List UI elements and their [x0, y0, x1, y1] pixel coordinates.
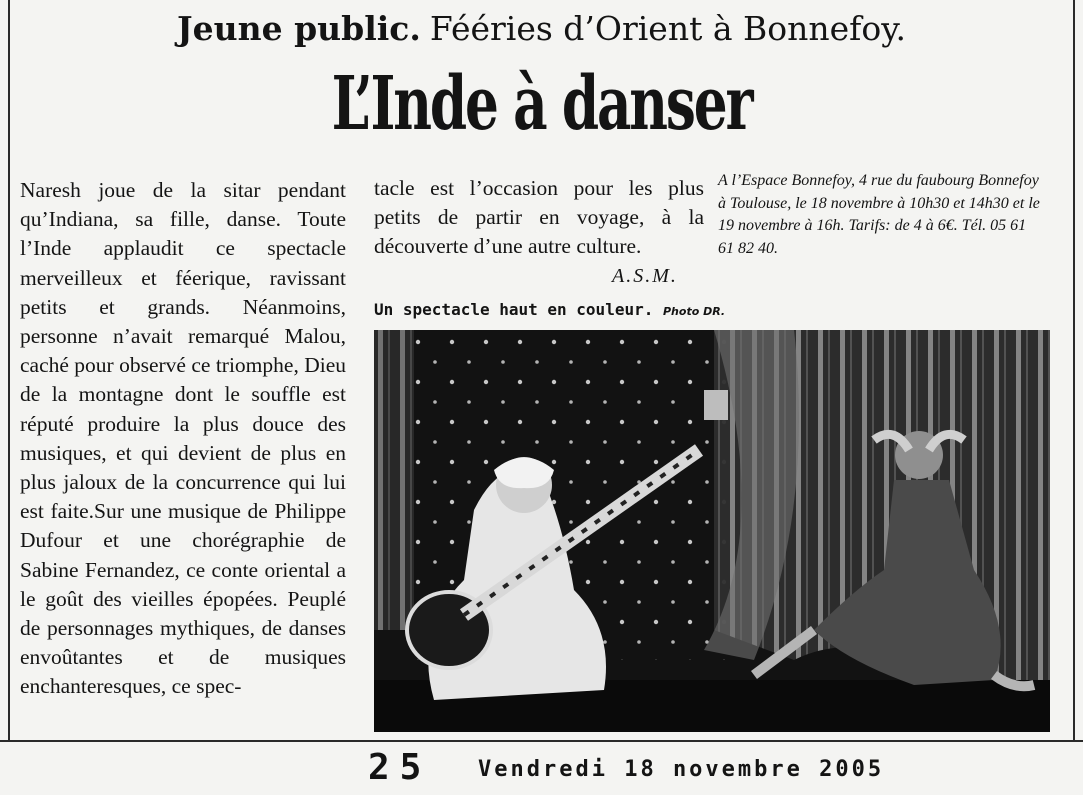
left-border-rule: [8, 0, 10, 740]
practical-info: A l’Espace Bonnefoy, 4 rue du faubourg Bonnefoy à Toulouse, le 18 novembre à 10h30 et 14h30 et le 19 novembre à 16h. Tarifs: de 4 à 6€. Tél. 05 61 61 82 40.: [718, 172, 1040, 257]
article-column-1: [20, 176, 346, 702]
photo-illustration: [374, 330, 1050, 732]
article-column-2: [374, 174, 704, 262]
kicker: [0, 6, 1083, 51]
kicker-subtitle: Fééries d’Orient à Bonnefoy.: [429, 9, 906, 48]
headline: L’Inde à danser: [331, 61, 752, 147]
publication-date: Vendredi 18 novembre 2005: [478, 757, 885, 782]
photo-credit: Photo DR.: [663, 305, 726, 318]
kicker-section: Jeune public.: [177, 9, 421, 48]
bottom-border-rule: [0, 740, 1083, 742]
article-text-1: Naresh joue de la sitar pendant qu’Indiana, sa fille, danse. Toute l’Inde applaudit ce spectacle merveilleux et féerique, ravissant petits et grands. Néanmoins, personne n’avait remarqué Malou, caché pour observé ce triomphe, Dieu de la montagne dont le souffle est réputé produire la plus douce des musiques, et qui devient de plus en plus jaloux de la concurrence qui lui est faite.Sur une musique de Philippe Dufour et une chorégraphie de Sabine Fernandez, ce conte oriental a le goût des vieilles épopées. Peuplé de personnages mythiques, de danses envoûtantes et de musiques enchanteresques, ce spec-: [20, 178, 346, 699]
page-footer: [0, 745, 1083, 795]
author-signature: A.S.M.: [612, 265, 678, 287]
right-border-rule: [1073, 0, 1075, 740]
performance-photo: [374, 330, 1050, 732]
article-text-2: tacle est l’occasion pour les plus petits de partir en voyage, à la découverte d’une autre culture.: [374, 176, 704, 259]
caption-text: Un spectacle haut en couleur.: [374, 300, 654, 319]
page-number: 25: [368, 747, 432, 788]
photo-caption: [374, 300, 1034, 319]
